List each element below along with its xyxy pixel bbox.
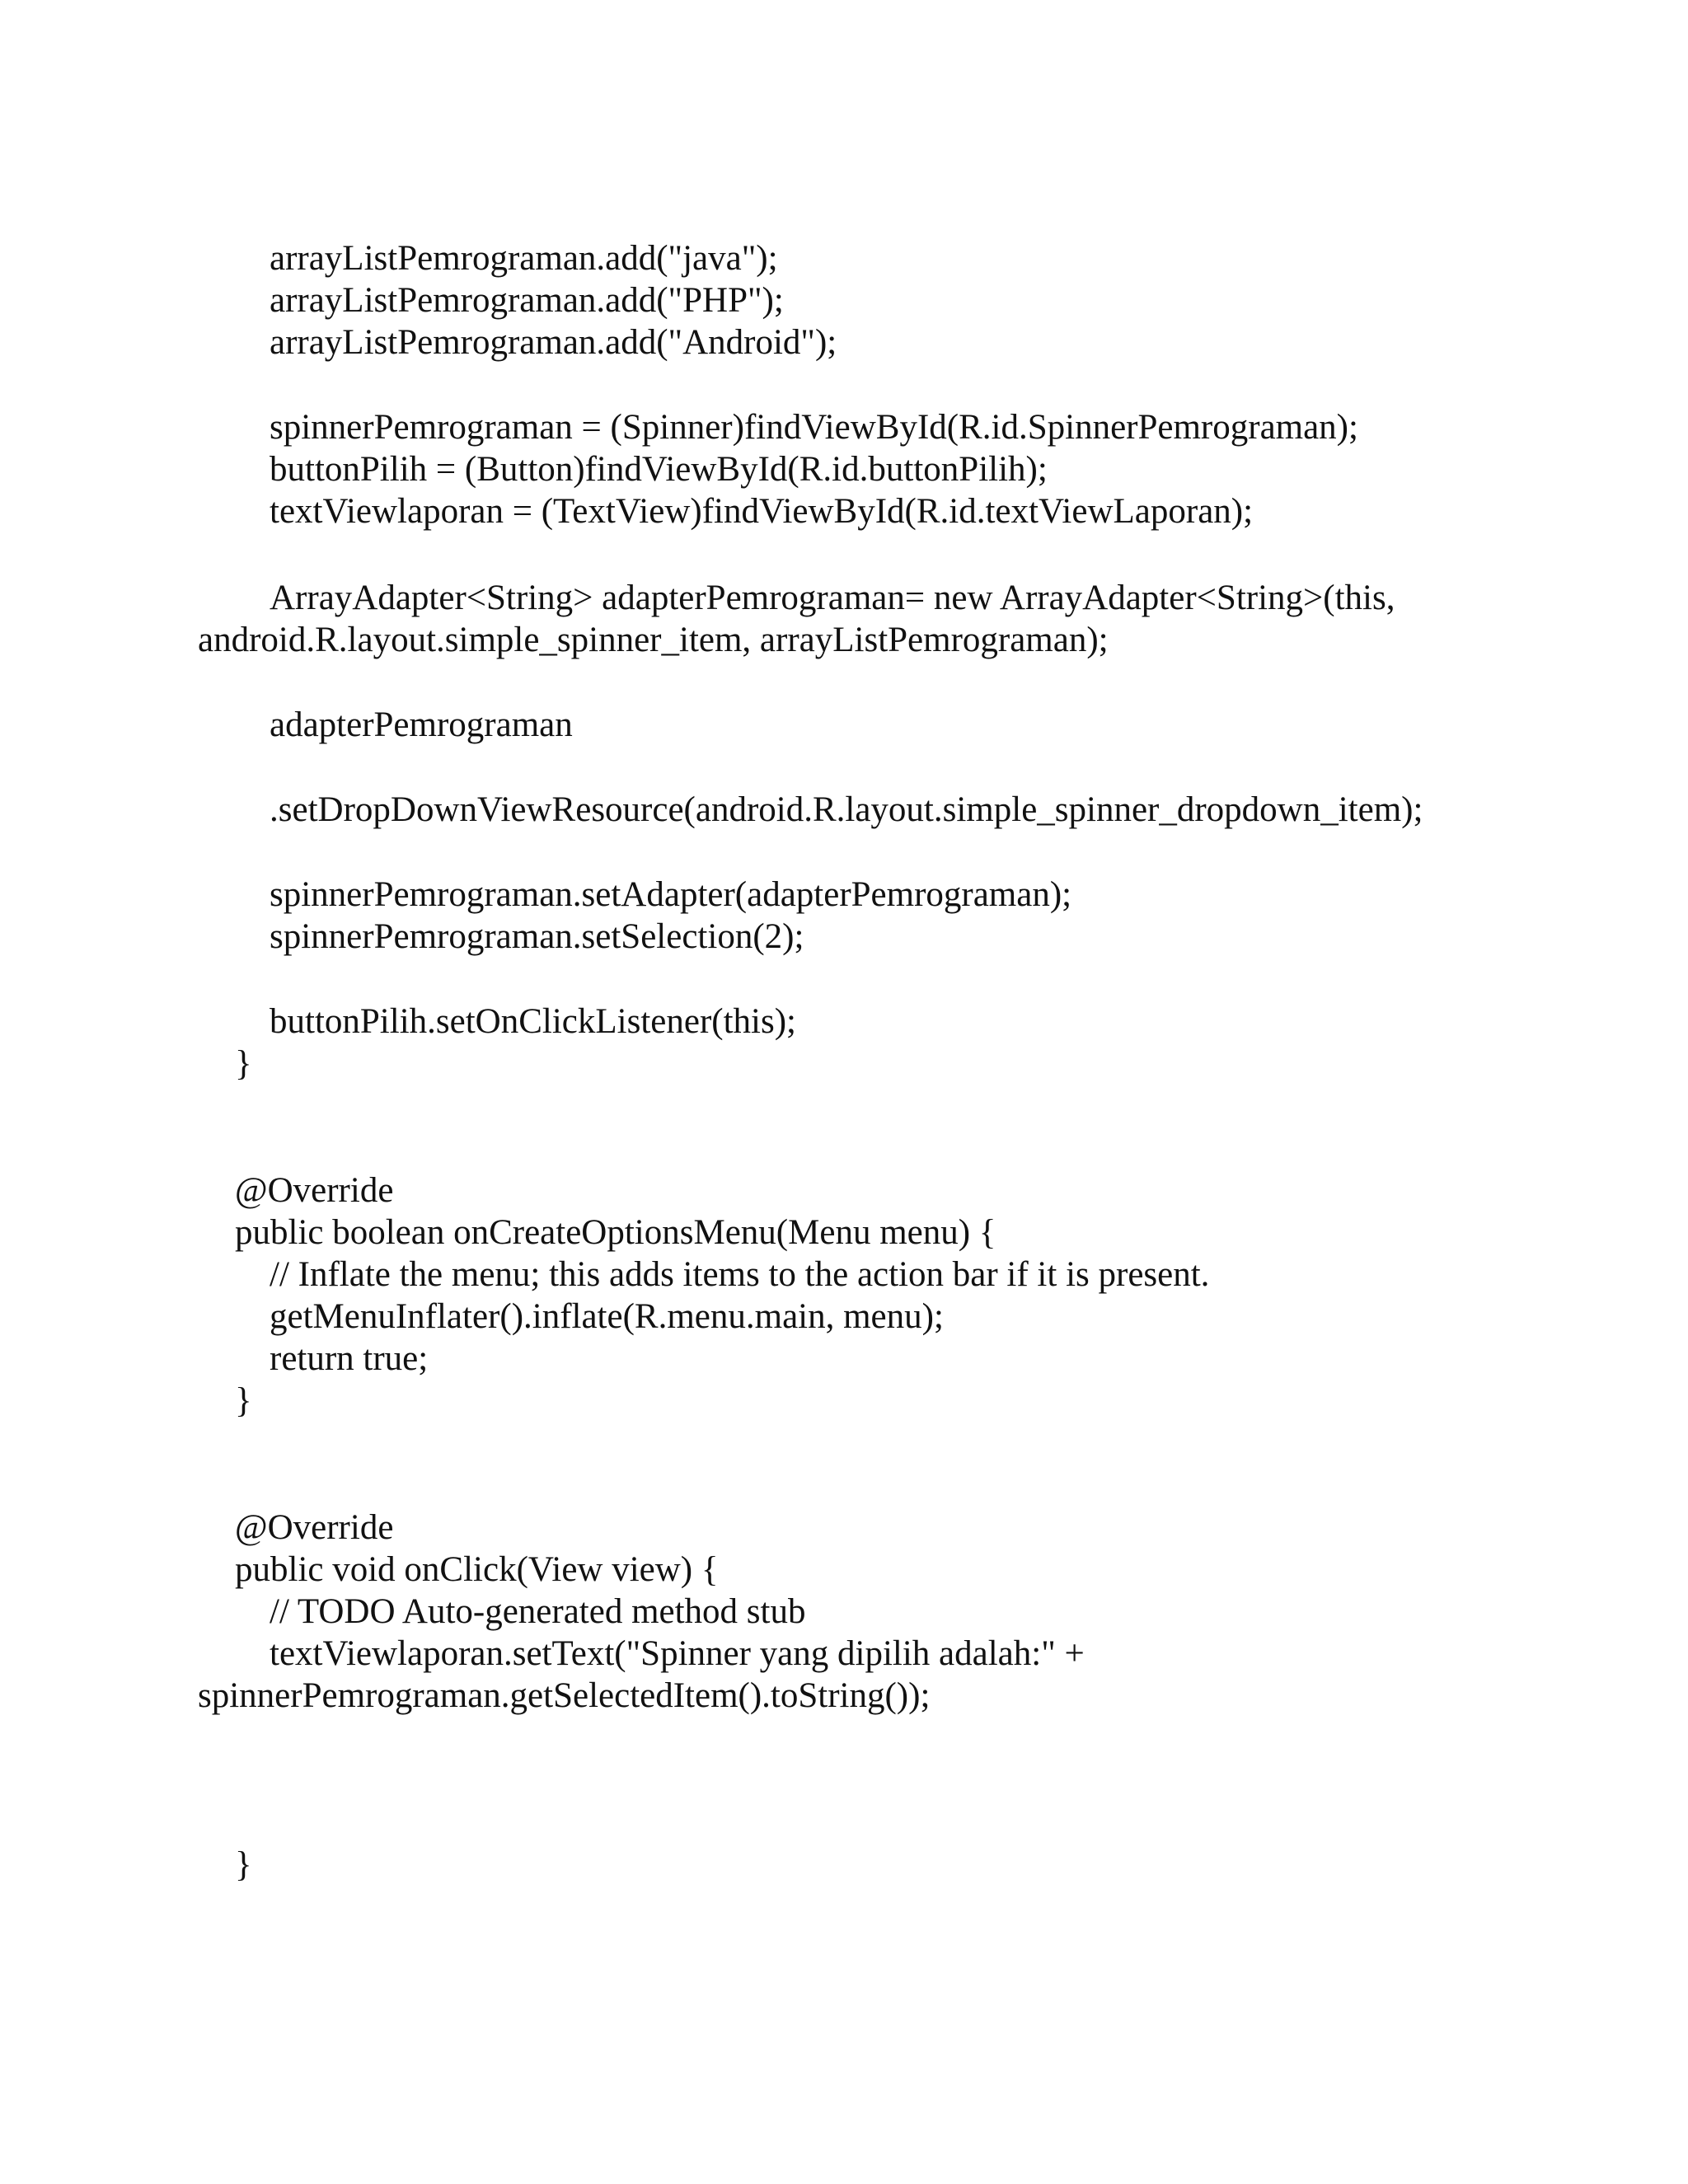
code-line: arrayListPemrograman.add("PHP"); [270, 281, 784, 320]
code-line: arrayListPemrograman.add("java"); [270, 239, 778, 278]
method-signature: public void onClick(View view) { [235, 1550, 719, 1589]
code-line: textViewlaporan = (TextView)findViewById(R.id.textViewLaporan); [270, 492, 1254, 531]
closing-brace: } [235, 1845, 252, 1884]
code-line: adapterPemrograman [270, 705, 573, 744]
code-line: ArrayAdapter<String> adapterPemrograman= new ArrayAdapter<String>(this, [270, 579, 1395, 617]
code-line: getMenuInflater().inflate(R.menu.main, menu); [270, 1297, 944, 1336]
code-line: return true; [270, 1339, 429, 1378]
code-line: buttonPilih.setOnClickListener(this); [270, 1002, 796, 1041]
code-line: spinnerPemrograman.setAdapter(adapterPemrograman); [270, 875, 1072, 914]
code-line: spinnerPemrograman = (Spinner)findViewById(R.id.SpinnerPemrograman); [270, 408, 1358, 447]
code-comment: // TODO Auto-generated method stub [270, 1592, 806, 1631]
code-comment: // Inflate the menu; this adds items to the action bar if it is present. [270, 1255, 1210, 1294]
closing-brace: } [235, 1381, 252, 1420]
code-line: .setDropDownViewResource(android.R.layout.simple_spinner_dropdown_item); [270, 790, 1423, 829]
annotation: @Override [235, 1508, 394, 1547]
closing-brace: } [235, 1044, 252, 1083]
code-line: android.R.layout.simple_spinner_item, arrayListPemrograman); [198, 621, 1109, 659]
code-line: textViewlaporan.setText("Spinner yang dipilih adalah:" + [270, 1634, 1085, 1673]
method-signature: public boolean onCreateOptionsMenu(Menu menu) { [235, 1213, 996, 1252]
annotation: @Override [235, 1171, 394, 1210]
code-line: arrayListPemrograman.add("Android"); [270, 323, 837, 362]
code-line: spinnerPemrograman.getSelectedItem().toString()); [198, 1676, 931, 1715]
code-line: buttonPilih = (Button)findViewById(R.id.buttonPilih); [270, 450, 1048, 489]
code-line: spinnerPemrograman.setSelection(2); [270, 917, 804, 956]
